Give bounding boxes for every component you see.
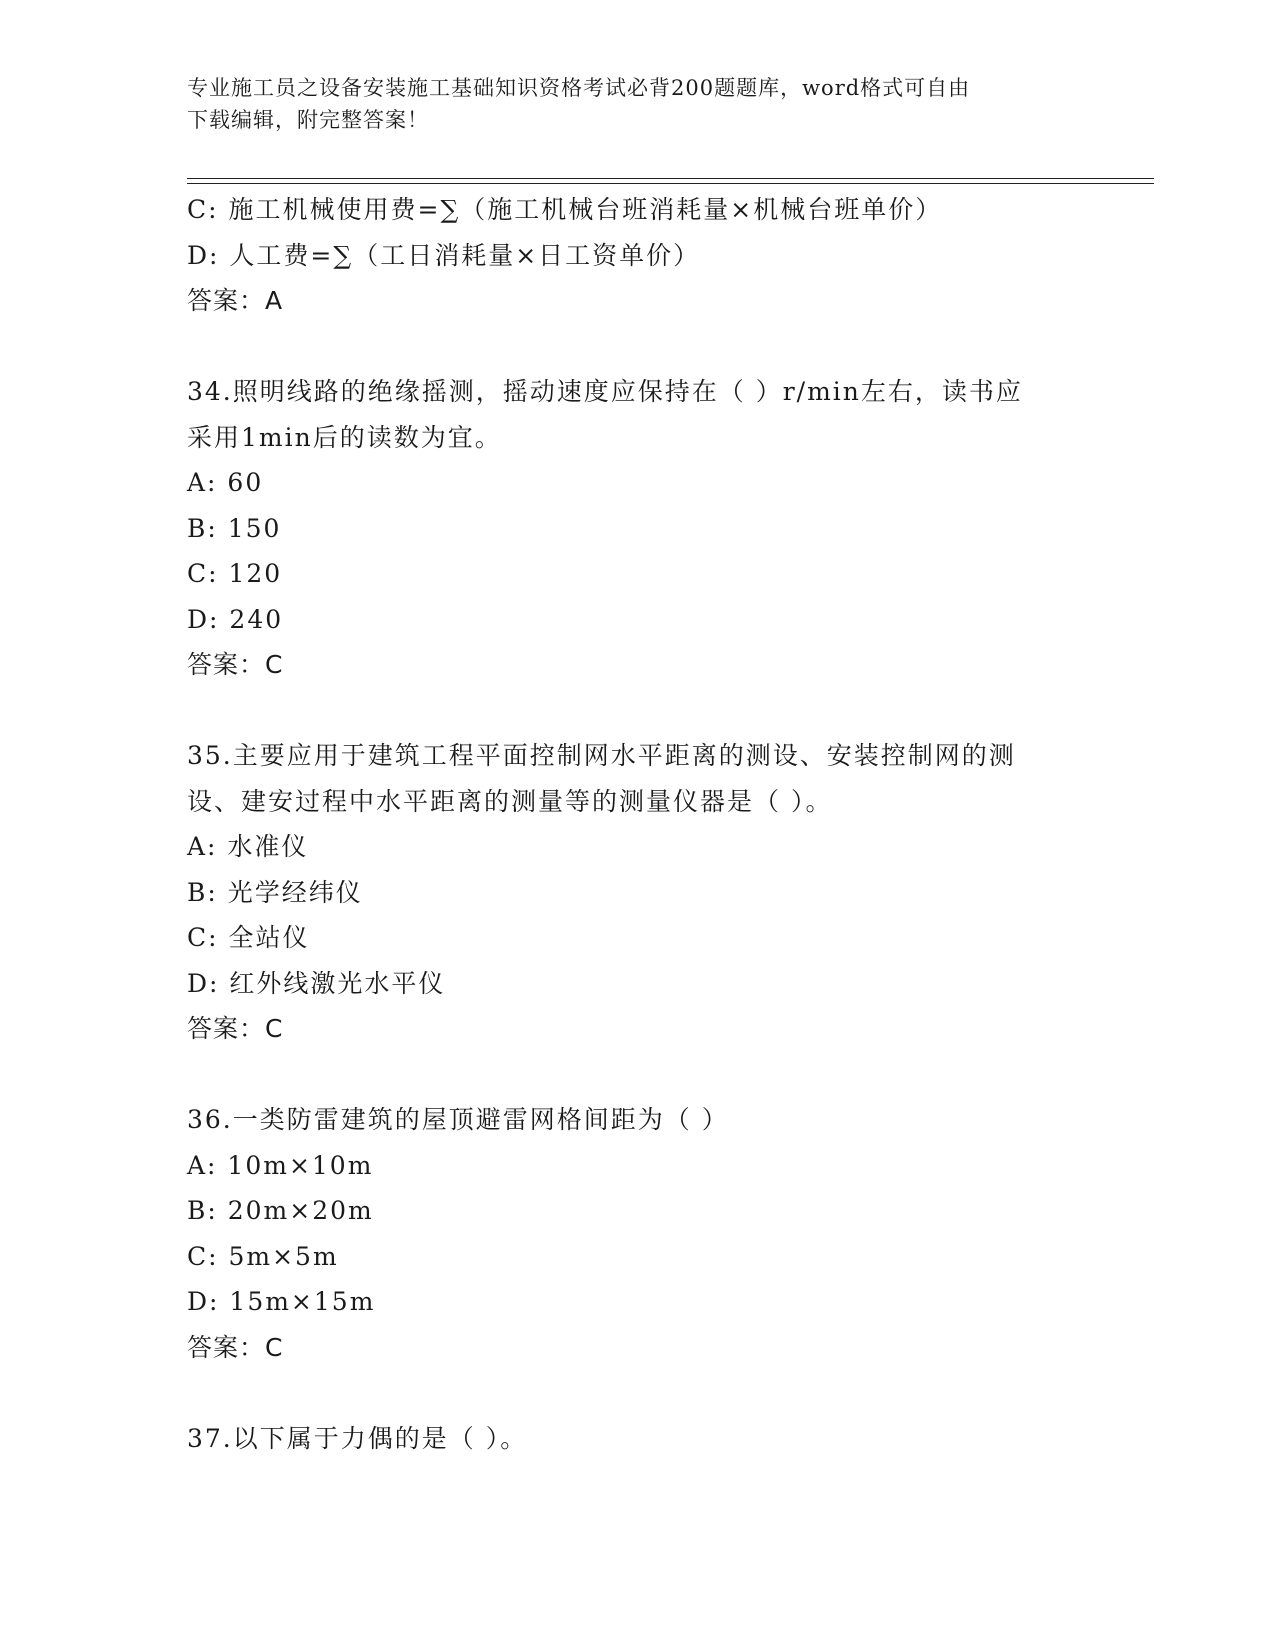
q35-text-line-2: 设、建安过程中水平距离的测量等的测量仪器是（ ）。	[187, 786, 833, 816]
prev-option-d: D: 人工费=∑（工日消耗量×日工资单价）	[187, 240, 701, 270]
spacer	[187, 324, 1087, 370]
q34-answer: 答案：C	[187, 650, 284, 679]
q34-text-line-1: 34.照明线路的绝缘摇测，摇动速度应保持在（ ）r/min左右，读书应	[187, 377, 1023, 406]
spacer	[187, 1052, 1087, 1098]
q35-option-b: B: 光学经纬仪	[187, 877, 363, 907]
prev-answer: 答案：A	[187, 286, 284, 315]
q35-option-c: C: 全站仪	[187, 923, 310, 952]
q36-option-d: D: 15m×15m	[187, 1287, 376, 1316]
prev-option-c: C: 施工机械使用费=∑（施工机械台班消耗量×机械台班单价）	[187, 195, 943, 224]
q35-text-line-1: 35.主要应用于建筑工程平面控制网水平距离的测设、安装控制网的测	[187, 741, 1016, 770]
q36-text-line-1: 36.一类防雷建筑的屋顶避雷网格间距为（ ）	[187, 1105, 729, 1134]
spacer	[187, 688, 1087, 734]
header-divider-bottom	[187, 183, 1154, 184]
q37-text-line-1: 37.以下属于力偶的是（ ）。	[187, 1423, 528, 1453]
q35-option-d: D: 红外线激光水平仪	[187, 968, 446, 998]
q36-option-b: B: 20m×20m	[187, 1196, 374, 1225]
header-title-line-2: 下载编辑，附完整答案！	[187, 108, 429, 132]
q34-option-a: A: 60	[187, 468, 264, 497]
q36-option-a: A: 10m×10m	[187, 1150, 374, 1180]
q35-option-a: A: 水准仪	[187, 832, 309, 861]
header-divider-top	[187, 178, 1154, 179]
header-title-line-1: 专业施工员之设备安装施工基础知识资格考试必背200题题库，word格式可自由	[187, 76, 971, 100]
question-list	[187, 187, 1087, 1461]
q36-answer: 答案：C	[187, 1332, 284, 1362]
q34-text-line-2: 采用1min后的读数为宜。	[187, 422, 502, 452]
q35-answer: 答案：C	[187, 1014, 284, 1043]
q34-option-b: B: 150	[187, 513, 282, 543]
document-header	[187, 72, 1067, 136]
q34-option-c: C: 120	[187, 559, 283, 588]
q34-option-d: D: 240	[187, 604, 284, 634]
q36-option-c: C: 5m×5m	[187, 1241, 339, 1271]
spacer	[187, 1370, 1087, 1416]
